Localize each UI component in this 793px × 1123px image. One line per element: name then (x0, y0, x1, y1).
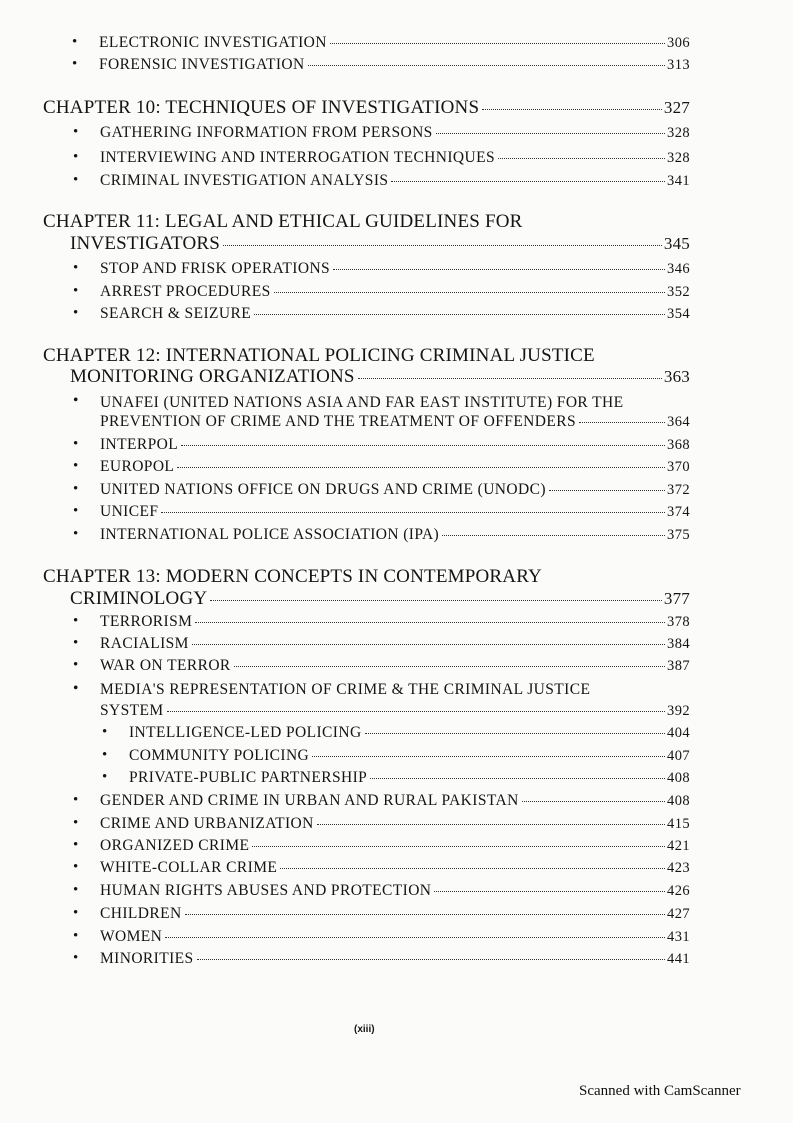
toc-entry-title: UNICEF (100, 503, 159, 520)
toc-entry (72, 56, 690, 74)
dot-leader (333, 269, 665, 270)
chapter-title: CHAPTER 10: TECHNIQUES OF INVESTIGATIONS (43, 97, 480, 118)
toc-entry (73, 635, 690, 653)
toc-entry-page: 408 (667, 770, 690, 786)
toc-entry-page: 313 (667, 57, 690, 73)
dot-leader (254, 314, 665, 315)
chapter-title-line1: CHAPTER 13: MODERN CONCEPTS IN CONTEMPORARY (43, 566, 542, 587)
bullet: • (73, 882, 79, 898)
chapter-title: MONITORING ORGANIZATIONS (70, 366, 355, 387)
toc-entry-page: 404 (667, 725, 690, 741)
toc-entry-title: INTERNATIONAL POLICE ASSOCIATION (IPA) (100, 526, 440, 543)
toc-entry (73, 950, 690, 968)
page-number: (xiii) (354, 1024, 375, 1035)
toc-entry-title: TERRORISM (100, 613, 193, 630)
toc-entry (73, 481, 690, 499)
toc-entry (73, 305, 690, 323)
bullet: • (73, 172, 79, 188)
dot-leader (197, 959, 665, 960)
toc-entry-page: 441 (667, 951, 690, 967)
dot-leader (185, 914, 665, 915)
bullet: • (73, 635, 79, 651)
scanner-watermark: Scanned with CamScanner (579, 1083, 741, 1099)
bullet: • (73, 392, 79, 409)
toc-entry-page: 375 (667, 527, 690, 543)
toc-entry-page: 328 (667, 150, 690, 166)
bullet: • (73, 283, 79, 299)
dot-leader (434, 891, 665, 892)
toc-entry-title: CHILDREN (100, 905, 182, 922)
chapter-heading (70, 233, 690, 255)
toc-entry-title: RACIALISM (100, 635, 189, 652)
toc-entry (73, 882, 690, 900)
dot-leader (167, 711, 665, 712)
dot-leader (308, 65, 665, 66)
toc-entry-title: SYSTEM (100, 702, 164, 719)
toc-entry-title: EUROPOL (100, 458, 175, 475)
chapter-heading (70, 588, 690, 610)
dot-leader (210, 600, 662, 601)
toc-entry (73, 928, 690, 946)
bullet: • (73, 436, 79, 452)
bullet: • (73, 149, 79, 165)
bullet: • (73, 458, 79, 474)
bullet: • (73, 792, 79, 808)
toc-entry-page: 407 (667, 748, 690, 764)
bullet: • (73, 859, 79, 875)
toc-entry (73, 436, 690, 454)
dot-leader (280, 868, 665, 869)
toc-entry-title: CRIME AND URBANIZATION (100, 815, 314, 832)
toc-entry-title: ELECTRONIC INVESTIGATION (99, 34, 327, 51)
chapter-heading (70, 366, 690, 388)
toc-entry (73, 859, 690, 877)
toc-entry-title: COMMUNITY POLICING (129, 747, 310, 764)
dot-leader (274, 292, 665, 293)
toc-entry-page: 346 (667, 261, 690, 277)
toc-entry-title-line1: MEDIA'S REPRESENTATION OF CRIME & THE CRIMINAL JUSTICE (100, 681, 591, 698)
dot-leader (234, 666, 665, 667)
bullet: • (73, 657, 79, 673)
toc-entry-page: 328 (667, 125, 690, 141)
toc-entry-page: 372 (667, 482, 690, 498)
toc-entry-page: 341 (667, 173, 690, 189)
toc-entry (73, 815, 690, 833)
dot-leader (498, 158, 665, 159)
bullet: • (73, 305, 79, 321)
dot-leader (312, 756, 665, 757)
toc-entry-title: WOMEN (100, 928, 163, 945)
dot-leader (370, 778, 665, 779)
bullet: • (73, 837, 79, 853)
toc-entry-page: 374 (667, 504, 690, 520)
toc-entry (73, 905, 690, 923)
bullet: • (73, 680, 79, 697)
toc-entry-page: 408 (667, 793, 690, 809)
bullet: • (72, 34, 78, 50)
toc-entry-title: INTERVIEWING AND INTERROGATION TECHNIQUES (100, 149, 496, 166)
chapter-title-line1: CHAPTER 12: INTERNATIONAL POLICING CRIMINAL JUSTICE (43, 345, 595, 366)
toc-entry-title: PREVENTION OF CRIME AND THE TREATMENT OF OFFENDERS (100, 413, 577, 430)
toc-entry-page: 370 (667, 459, 690, 475)
bullet: • (73, 928, 79, 944)
toc-entry-page: 421 (667, 838, 690, 854)
toc-entry-title: ORGANIZED CRIME (100, 837, 250, 854)
toc-entry-page: 415 (667, 816, 690, 832)
dot-leader (579, 422, 665, 423)
dot-leader (252, 846, 665, 847)
toc-entry-title: FORENSIC INVESTIGATION (99, 56, 305, 73)
toc-entry-page: 431 (667, 929, 690, 945)
toc-entry-page: 384 (667, 636, 690, 652)
bullet: • (73, 613, 79, 629)
toc-entry-page: 427 (667, 906, 690, 922)
bullet: • (73, 124, 79, 140)
chapter-title: INVESTIGATORS (70, 233, 221, 254)
bullet: • (73, 260, 79, 276)
toc-entry-page: 368 (667, 437, 690, 453)
toc-entry-title: CRIMINAL INVESTIGATION ANALYSIS (100, 172, 389, 189)
toc-entry-page: 354 (667, 306, 690, 322)
toc-entry-page: 306 (667, 35, 690, 51)
toc-entry-title: WHITE-COLLAR CRIME (100, 859, 278, 876)
chapter-heading (43, 97, 690, 119)
toc-entry (100, 702, 690, 720)
dot-leader (181, 445, 665, 446)
toc-entry-title: INTERPOL (100, 436, 179, 453)
dot-leader (317, 824, 665, 825)
bullet: • (73, 526, 79, 542)
toc-subentry (102, 769, 690, 787)
toc-entry-title: HUMAN RIGHTS ABUSES AND PROTECTION (100, 882, 432, 899)
toc-entry (73, 260, 690, 278)
toc-subentry (102, 724, 690, 742)
chapter-title: CRIMINOLOGY (70, 588, 208, 609)
dot-leader (391, 181, 665, 182)
bullet: • (73, 815, 79, 831)
toc-entry-page: 352 (667, 284, 690, 300)
toc-entry-title: UNITED NATIONS OFFICE ON DRUGS AND CRIME (UNODC) (100, 481, 546, 498)
toc-entry-title: GATHERING INFORMATION FROM PERSONS (100, 124, 433, 141)
toc-entry (73, 837, 690, 855)
toc-entry (73, 613, 690, 631)
dot-leader (365, 733, 665, 734)
bullet: • (102, 769, 108, 785)
toc-entry-title: GENDER AND CRIME IN URBAN AND RURAL PAKISTAN (100, 792, 519, 809)
toc-entry-title: STOP AND FRISK OPERATIONS (100, 260, 331, 277)
toc-entry-page: 423 (667, 860, 690, 876)
dot-leader (442, 535, 665, 536)
dot-leader (330, 43, 665, 44)
dot-leader (195, 622, 665, 623)
dot-leader (436, 133, 665, 134)
bullet: • (102, 747, 108, 763)
dot-leader (177, 467, 665, 468)
toc-entry-title: WAR ON TERROR (100, 657, 231, 674)
toc-entry-title-line1: UNAFEI (UNITED NATIONS ASIA AND FAR EAST INSTITUTE) FOR THE (100, 394, 624, 411)
toc-entry (100, 413, 690, 431)
toc-entry (73, 657, 690, 675)
dot-leader (161, 512, 665, 513)
toc-entry (72, 34, 690, 52)
toc-entry-page: 364 (667, 414, 690, 430)
dot-leader (192, 644, 665, 645)
toc-entry (73, 283, 690, 301)
toc-entry (73, 149, 690, 167)
dot-leader (482, 109, 662, 110)
toc-entry-title: INTELLIGENCE-LED POLICING (129, 724, 362, 741)
toc-entry-page: 392 (667, 703, 690, 719)
bullet: • (72, 56, 78, 72)
toc-entry-page: 387 (667, 658, 690, 674)
bullet: • (73, 503, 79, 519)
toc-entry-page: 426 (667, 883, 690, 899)
toc-entry (73, 503, 690, 521)
toc-entry-page: 378 (667, 614, 690, 630)
toc-subentry (102, 747, 690, 765)
toc-entry-title: PRIVATE-PUBLIC PARTNERSHIP (129, 769, 368, 786)
chapter-page: 377 (663, 589, 690, 608)
bullet: • (102, 724, 108, 740)
bullet: • (73, 481, 79, 497)
toc-entry-title: MINORITIES (100, 950, 194, 967)
dot-leader (223, 245, 662, 246)
toc-entry-title: ARREST PROCEDURES (100, 283, 271, 300)
dot-leader (522, 801, 665, 802)
chapter-title-line1: CHAPTER 11: LEGAL AND ETHICAL GUIDELINES FOR (43, 211, 523, 232)
toc-entry (73, 458, 690, 476)
toc-entry (73, 172, 690, 190)
toc-entry (73, 124, 690, 142)
chapter-page: 363 (663, 367, 690, 386)
toc-entry-title: SEARCH & SEIZURE (100, 305, 252, 322)
chapter-page: 327 (663, 98, 690, 117)
toc-entry (73, 792, 690, 810)
bullet: • (73, 950, 79, 966)
dot-leader (165, 937, 665, 938)
dot-leader (549, 490, 665, 491)
chapter-page: 345 (663, 234, 690, 253)
dot-leader (358, 378, 662, 379)
bullet: • (73, 905, 79, 921)
toc-entry (73, 526, 690, 544)
